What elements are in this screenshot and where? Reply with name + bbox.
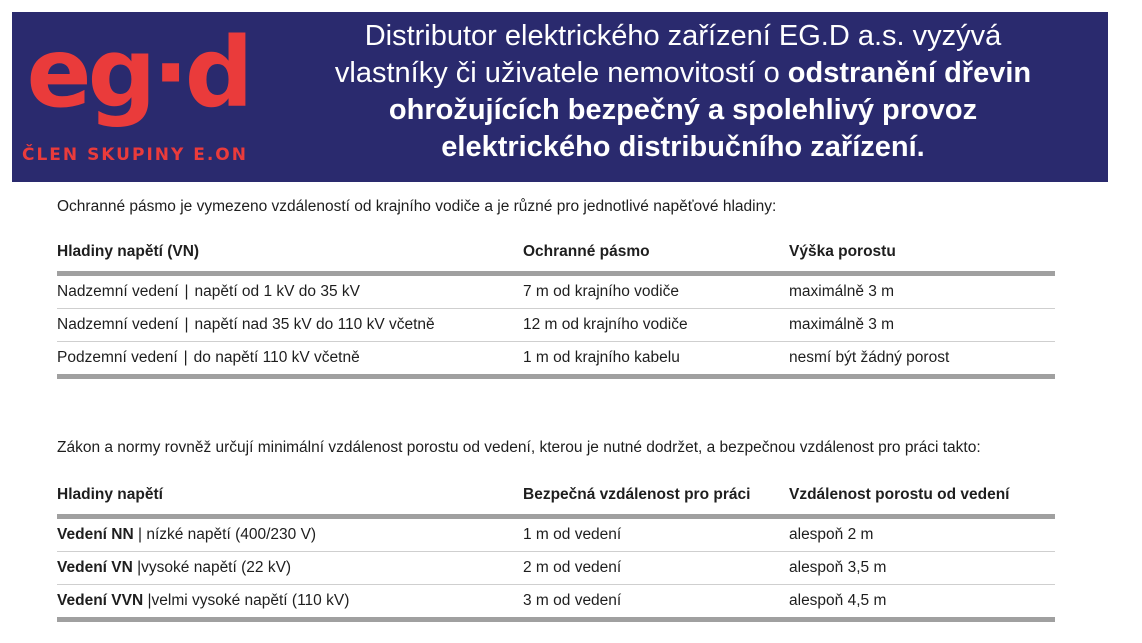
vegetation-height-cell: nesmí být žádný porost bbox=[789, 342, 1055, 377]
vegetation-distance-cell: alespoň 2 m bbox=[789, 517, 1055, 552]
voltage-range: do napětí 110 kV včetně bbox=[193, 349, 360, 366]
separator: | bbox=[147, 592, 152, 609]
table-row bbox=[57, 342, 1055, 377]
line-type: Nadzemní vedení bbox=[57, 316, 179, 333]
protection-zone-cell: 12 m od krajního vodiče bbox=[523, 309, 789, 342]
separator: | bbox=[184, 283, 189, 300]
header-vegetation-distance: Vzdálenost porostu od vedení bbox=[789, 486, 1055, 517]
table-row bbox=[57, 274, 1055, 309]
protection-zone-table bbox=[57, 243, 1055, 379]
line-name: Vedení VVN bbox=[57, 592, 144, 609]
line-type: Nadzemní vedení bbox=[57, 283, 179, 300]
vegetation-distance-cell: alespoň 4,5 m bbox=[789, 585, 1055, 620]
voltage-level-cell bbox=[57, 552, 523, 585]
table-row bbox=[57, 309, 1055, 342]
safe-work-distance-cell: 2 m od vedení bbox=[523, 552, 789, 585]
voltage-range: napětí nad 35 kV do 110 kV včetně bbox=[194, 316, 435, 333]
egd-logo bbox=[12, 12, 258, 182]
protection-zone-cell: 1 m od krajního kabelu bbox=[523, 342, 789, 377]
voltage-description: nízké napětí (400/230 V) bbox=[146, 526, 317, 543]
logo-mark: eg·d bbox=[26, 17, 250, 129]
banner-line-3: ohrožujících bezpečný a spolehlivý provoz bbox=[388, 94, 978, 126]
voltage-level-cell bbox=[57, 309, 523, 342]
separator: | bbox=[184, 316, 189, 333]
announcement-banner bbox=[258, 12, 1108, 182]
header-vegetation-height: Výška porostu bbox=[789, 243, 1055, 274]
header-safe-work-distance: Bezpečná vzdálenost pro práci bbox=[523, 486, 789, 517]
line-name: Vedení VN bbox=[57, 559, 133, 576]
table-header-row bbox=[57, 243, 1055, 274]
banner-line-4: elektrického distribučního zařízení. bbox=[441, 131, 925, 163]
voltage-level-cell bbox=[57, 342, 523, 377]
vegetation-distance-cell: alespoň 3,5 m bbox=[789, 552, 1055, 585]
protection-zone-cell: 7 m od krajního vodiče bbox=[523, 274, 789, 309]
header-protection-zone: Ochranné pásmo bbox=[523, 243, 789, 274]
separator: | bbox=[137, 526, 143, 543]
safe-work-distance-cell: 1 m od vedení bbox=[523, 517, 789, 552]
intro-text-protection-zone: Ochranné pásmo je vymezeno vzdáleností od krajního vodiče a je různé pro jednotlivé napěťové hladiny: bbox=[57, 198, 777, 215]
line-type: Podzemní vedení bbox=[57, 349, 178, 366]
voltage-description: velmi vysoké napětí (110 kV) bbox=[151, 592, 350, 609]
banner-line-1: Distributor elektrického zařízení EG.D a.s. vyzývá bbox=[364, 20, 1002, 52]
table-header-row bbox=[57, 486, 1055, 517]
voltage-level-cell bbox=[57, 274, 523, 309]
banner-line-2-bold: odstranění dřevin bbox=[787, 57, 1032, 89]
logo-tagline: ČLEN SKUPINY E.ON bbox=[22, 145, 248, 165]
separator: | bbox=[183, 349, 188, 366]
header-voltage-levels: Hladiny napětí (VN) bbox=[57, 243, 523, 274]
voltage-level-cell bbox=[57, 585, 523, 620]
voltage-range: napětí od 1 kV do 35 kV bbox=[194, 283, 360, 300]
banner-line-2-normal: vlastníky či uživatele nemovitostí o bbox=[334, 57, 788, 89]
safe-distance-table bbox=[57, 486, 1055, 622]
line-name: Vedení NN bbox=[57, 526, 134, 543]
table-row bbox=[57, 517, 1055, 552]
table-row bbox=[57, 552, 1055, 585]
intro-text-safe-distance: Zákon a normy rovněž určují minimální vzdálenost porostu od vedení, kterou je nutné dodržet, a bezpečnou vzdálenost pro práci takto: bbox=[57, 439, 981, 456]
voltage-level-cell bbox=[57, 517, 523, 552]
vegetation-height-cell: maximálně 3 m bbox=[789, 309, 1055, 342]
banner-line-2 bbox=[258, 55, 1108, 92]
voltage-description: vysoké napětí (22 kV) bbox=[141, 559, 292, 576]
table-row bbox=[57, 585, 1055, 620]
separator: | bbox=[137, 559, 142, 576]
header-voltage-levels: Hladiny napětí bbox=[57, 486, 523, 517]
vegetation-height-cell: maximálně 3 m bbox=[789, 274, 1055, 309]
safe-work-distance-cell: 3 m od vedení bbox=[523, 585, 789, 620]
